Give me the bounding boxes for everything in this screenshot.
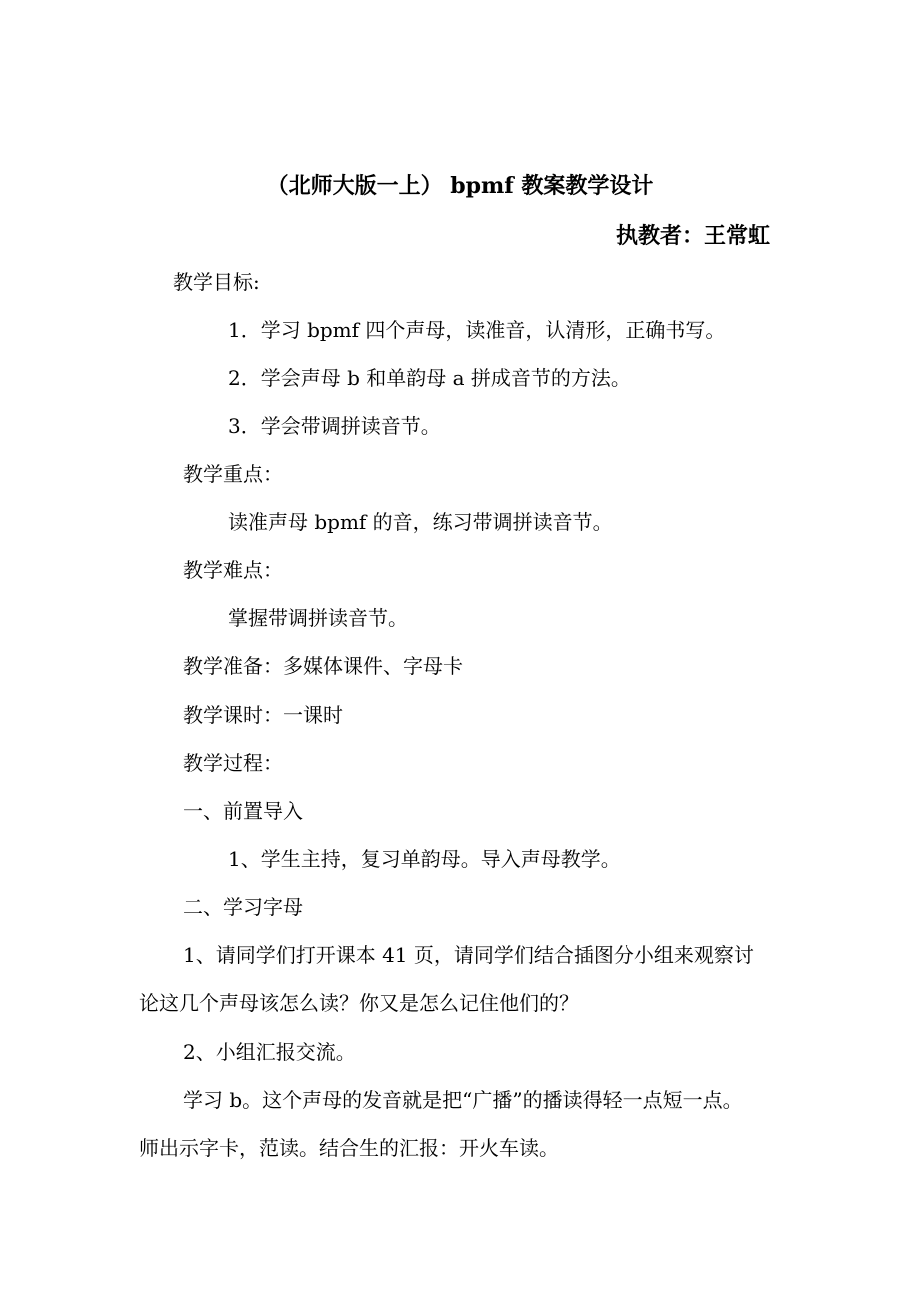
section-heading: 二、学习字母 bbox=[183, 895, 303, 919]
section-heading: 一、前置导入 bbox=[183, 799, 303, 823]
class-hours-text: 教学课时：一课时 bbox=[183, 703, 343, 727]
preparation-text: 教学准备：多媒体课件、字母卡 bbox=[183, 654, 463, 678]
document-author: 执教者：王常虹 bbox=[615, 223, 770, 249]
section-item-line: 论这几个声母该怎么读？你又是怎么记住他们的？ bbox=[139, 991, 579, 1015]
key-points-text: 读准声母 bpmf 的音，练习带调拼读音节。 bbox=[228, 510, 613, 534]
section-item: 1、学生主持，复习单韵母。导入声母教学。 bbox=[228, 847, 621, 871]
difficulties-heading: 教学难点： bbox=[183, 558, 283, 582]
paragraph-line: 师出示字卡，范读。结合生的汇报：开火车读。 bbox=[139, 1136, 559, 1160]
objective-item: 3．学会带调拼读音节。 bbox=[228, 414, 441, 438]
objective-item: 2．学会声母 b 和单韵母 a 拼成音节的方法。 bbox=[228, 366, 631, 390]
section-item: 2、小组汇报交流。 bbox=[183, 1040, 356, 1064]
document-title: （北师大版一上） bpmf 教案教学设计 bbox=[266, 173, 654, 199]
section-item-line: 1、请同学们打开课本 41 页，请同学们结合插图分小组来观察讨 bbox=[183, 943, 754, 967]
paragraph-line: 学习 b。这个声母的发音就是把“广播”的播读得轻一点短一点。 bbox=[183, 1088, 743, 1112]
process-heading: 教学过程： bbox=[183, 751, 283, 775]
difficulties-text: 掌握带调拼读音节。 bbox=[228, 606, 408, 630]
key-points-heading: 教学重点： bbox=[183, 462, 283, 486]
objective-item: 1．学习 bpmf 四个声母，读准音，认清形，正确书写。 bbox=[228, 318, 726, 342]
objectives-heading: 教学目标: bbox=[173, 270, 260, 294]
